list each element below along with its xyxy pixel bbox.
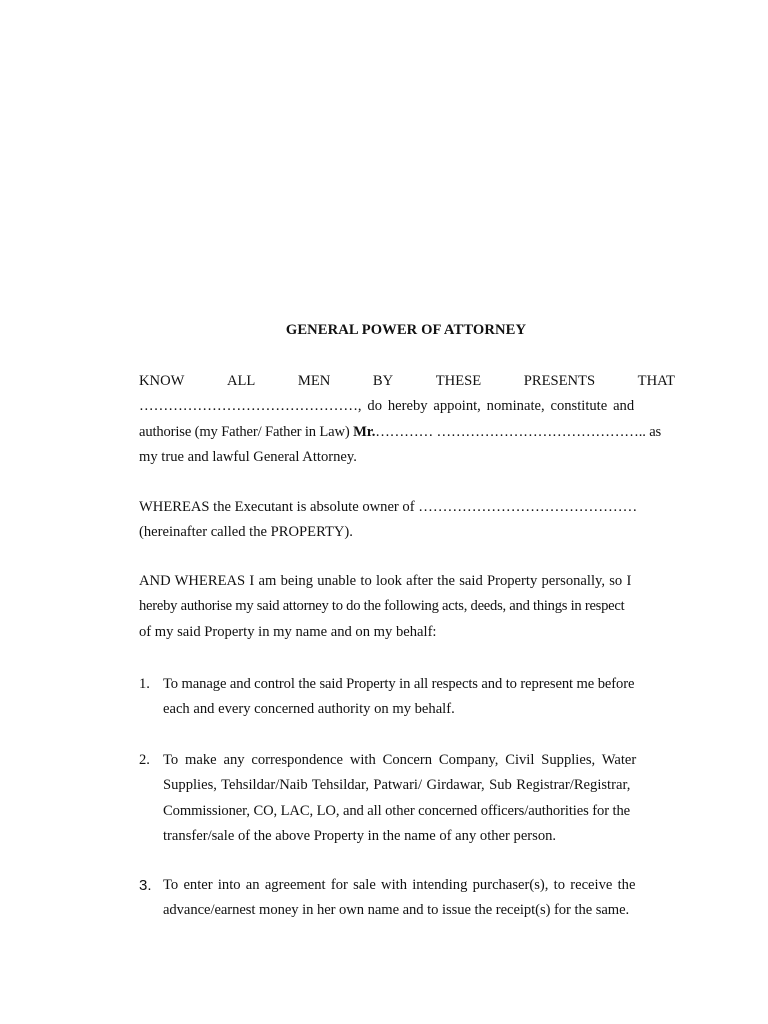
item-text	[163, 873, 675, 924]
word: PRESENTS	[523, 373, 596, 389]
item-line: To make any correspondence with Concern Company, Civil Supplies, Water	[163, 752, 637, 768]
word: KNOW	[139, 373, 185, 389]
item-line: Supplies, Tehsildar/Naib Tehsildar, Patwari/ Girdawar, Sub Registrar/Registrar,	[163, 777, 631, 794]
line-text: , do hereby appoint, nominate, constitute and	[357, 398, 635, 415]
paragraph-line: (hereinafter called the PROPERTY).	[139, 524, 353, 541]
item-line: advance/earnest money in her own name and to issue the receipt(s) for the same.	[163, 902, 630, 919]
document-title: GENERAL POWER OF ATTORNEY	[285, 322, 527, 338]
whereas-paragraph	[139, 495, 675, 546]
list-item	[139, 672, 675, 723]
item-text	[163, 748, 675, 849]
item-line: each and every concerned authority on my behalf.	[163, 701, 455, 718]
and-whereas-paragraph	[139, 569, 675, 645]
list-item	[139, 748, 675, 849]
list-item	[139, 873, 675, 924]
paragraph-line: AND WHEREAS I am being unable to look after the said Property personally, so I	[139, 573, 632, 589]
paragraph-line	[139, 394, 675, 419]
mr-label: Mr.	[353, 423, 376, 440]
item-text	[163, 672, 675, 723]
line-text: authorise (my Father/ Father in Law)	[139, 423, 354, 440]
paragraph-line	[139, 420, 675, 445]
word: BY	[372, 373, 394, 389]
item-number: 1.	[139, 676, 150, 692]
item-line: To manage and control the said Property in all respects and to represent me before	[163, 676, 635, 692]
word: THESE	[435, 373, 482, 389]
line-text: as	[645, 423, 662, 440]
item-line: To enter into an agreement for sale with intending purchaser(s), to receive the	[163, 877, 636, 893]
paragraph-line	[139, 369, 675, 394]
item-line: Commissioner, CO, LAC, LO, and all other concerned officers/authorities for the	[163, 802, 631, 819]
blank-dots: ………………………………………	[418, 499, 638, 515]
blank-dots: ………… ……………………………………..	[375, 423, 646, 440]
blank-dots: ………………………………………	[139, 398, 358, 415]
item-line: transfer/sale of the above Property in the name of any other person.	[163, 827, 557, 844]
paragraph-line: my true and lawful General Attorney.	[139, 448, 357, 465]
appointment-paragraph	[139, 369, 675, 470]
word: ALL	[226, 373, 256, 389]
paragraph-line: of my said Property in my name and on my behalf:	[139, 623, 437, 640]
paragraph-line: hereby authorise my said attorney to do the following acts, deeds, and things in respect	[139, 598, 625, 615]
word: THAT	[637, 373, 675, 389]
item-number: 2.	[139, 752, 150, 768]
paragraph-line	[139, 495, 675, 520]
item-number: 3.	[139, 877, 152, 894]
line-text: WHEREAS the Executant is absolute owner of	[139, 499, 419, 515]
word: MEN	[297, 373, 331, 389]
